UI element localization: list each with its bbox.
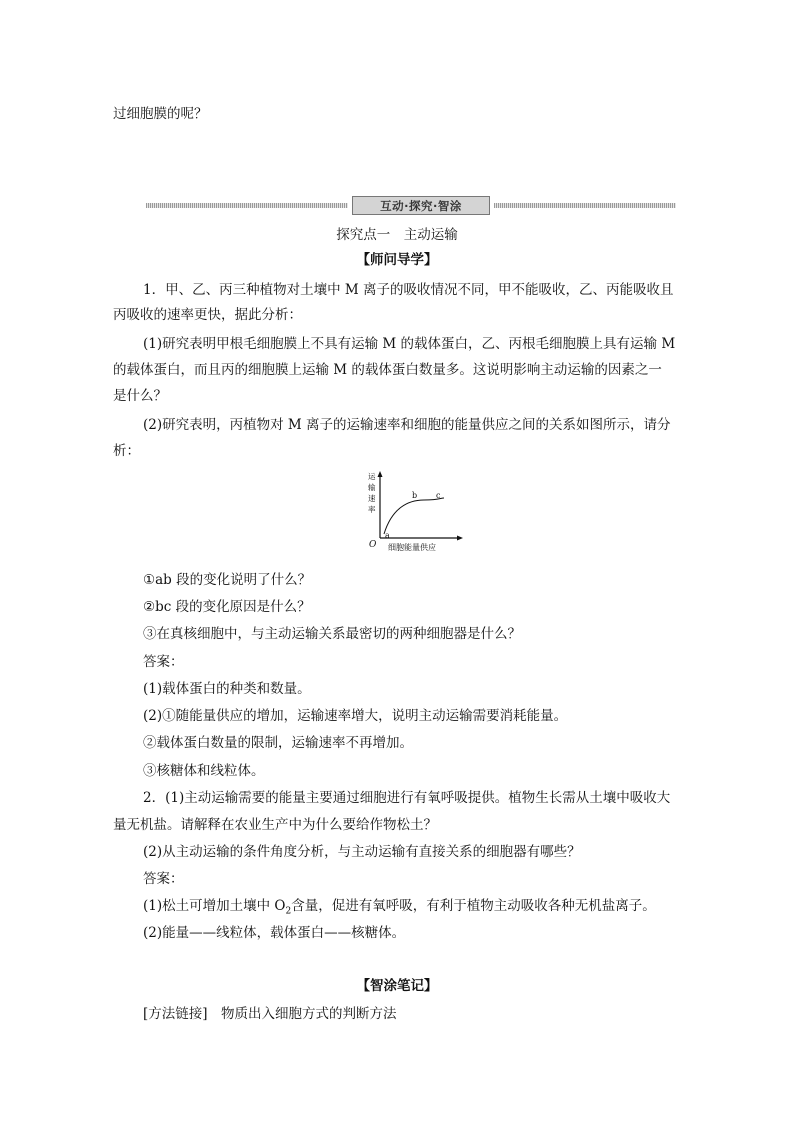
notes-header: 【智涂笔记】 [356, 978, 438, 994]
rate-energy-chart [358, 468, 468, 556]
method-link-line: [方法链接] 物质出入细胞方式的判断方法 [143, 1006, 397, 1022]
q2-answer-1-post: 含量，促进有氧呼吸，有利于植物主动吸收各种无机盐离子。 [291, 898, 656, 914]
q1-line1: 1．甲、乙、丙三种植物对土壤中 M 离子的吸收情况不同，甲不能吸收，乙、丙能吸收且 [143, 282, 674, 298]
x-axis-arrow [457, 536, 463, 541]
banner-right-rule [494, 203, 676, 208]
q1-line2: 丙吸收的速率更快，据此分析： [113, 307, 302, 323]
q2-answer-1 [143, 894, 656, 917]
q1-sub1-line2: 的载体蛋白，而且丙的细胞膜上运输 M 的载体蛋白数量多。这说明影响主动运输的因素之一 [113, 362, 662, 378]
q1-sub2-line1: (2)研究表明，丙植物对 M 离子的运输速率和细胞的能量供应之间的关系如图所示，请分 [143, 417, 671, 433]
x-axis-label: 细胞能量供应 [388, 543, 436, 552]
y-label-char-1: 运 [368, 472, 376, 481]
q2-sub2: (2)从主动运输的条件角度分析，与主动运输有直接关系的细胞器有哪些？ [143, 844, 581, 860]
q1-item-1: ①ab 段的变化说明了什么？ [143, 572, 312, 588]
q1-answer-4: ③核糖体和线粒体。 [143, 763, 265, 779]
q2-answer-label: 答案： [143, 871, 184, 887]
q1-answer-2: (2)①随能量供应的增加，运输速率增大，说明主动运输需要消耗能量。 [143, 708, 568, 724]
q2-line2: 量无机盐。请解释在农业生产中为什么要给作物松土？ [113, 817, 437, 833]
rate-curve [384, 498, 444, 534]
banner-label: 互动·探究·智涂 [352, 196, 490, 215]
section-title: 探究点一 主动运输 [336, 227, 458, 243]
q2-line1: 2．(1)主动运输需要的能量主要通过细胞进行有氧呼吸提供。植物生长需从土壤中吸收大 [143, 790, 671, 806]
q2-answer-1-sub: 2 [285, 906, 292, 917]
q1-sub1-line1: (1)研究表明甲根毛细胞膜上不具有运输 M 的载体蛋白，乙、丙根毛细胞膜上具有运输 M [143, 336, 676, 352]
q1-answer-3: ②载体蛋白数量的限制，运输速率不再增加。 [143, 735, 413, 751]
y-label-char-4: 率 [368, 505, 376, 514]
q1-answer-label: 答案： [143, 654, 184, 670]
q1-sub2-line2: 析： [113, 443, 140, 459]
y-label-char-2: 输 [368, 483, 376, 492]
intro-tail: 过细胞膜的呢？ [113, 106, 208, 122]
point-label-b: b [412, 491, 418, 500]
point-label-a: a [385, 531, 390, 540]
y-label-char-3: 速 [368, 494, 376, 503]
banner-left-rule [146, 203, 348, 208]
origin-label: O [369, 540, 377, 550]
q2-answer-1-pre: (1)松土可增加土壤中 O [143, 898, 286, 914]
q1-item-3: ③在真核细胞中，与主动运输关系最密切的两种细胞器是什么？ [143, 626, 521, 642]
y-axis-arrow [378, 471, 383, 477]
point-label-c: c [436, 491, 441, 500]
guide-header: 【师问导学】 [356, 252, 438, 268]
q2-answer-2: (2)能量——线粒体，载体蛋白——核糖体。 [143, 925, 406, 941]
q1-answer-1: (1)载体蛋白的种类和数量。 [143, 681, 311, 697]
q1-sub1-line3: 是什么？ [113, 388, 167, 404]
y-axis-label [368, 472, 376, 514]
q1-item-2: ②bc 段的变化原因是什么？ [143, 599, 311, 615]
